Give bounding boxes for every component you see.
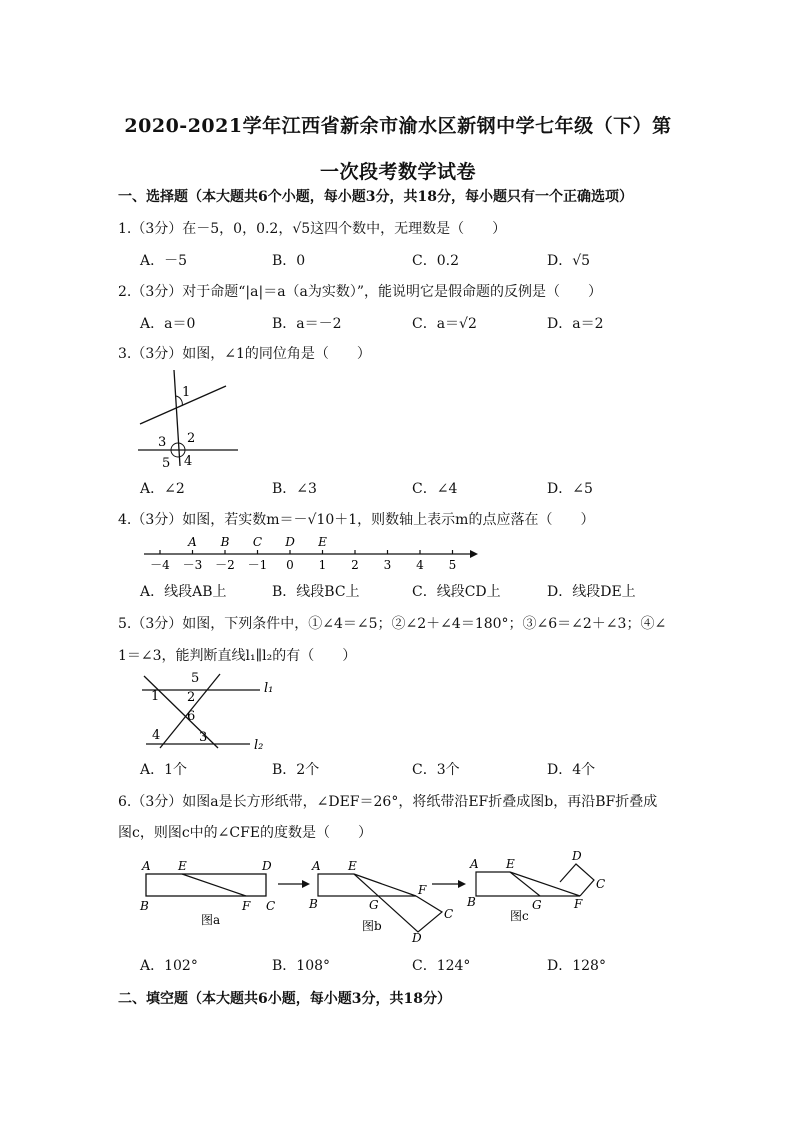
- question-3-figure: [132, 366, 244, 468]
- page-title: 2020-2021学年江西省新余市渝水区新钢中学七年级（下）第一次段考数学试卷: [124, 115, 672, 183]
- option-d[interactable]: D．√5: [547, 253, 591, 269]
- vertex-label: D: [412, 931, 422, 942]
- option-c[interactable]: C．124°: [412, 958, 471, 974]
- option-b[interactable]: B．108°: [272, 958, 331, 974]
- vertex-label: B: [309, 897, 318, 911]
- vertex-label: F: [242, 899, 251, 913]
- point-label: B: [220, 535, 230, 549]
- vertex-label: B: [467, 895, 476, 909]
- angle-label: 5: [191, 671, 200, 686]
- paper-strip-a: [146, 874, 266, 896]
- vertex-label: E: [506, 857, 515, 871]
- angle-label: 4: [152, 728, 161, 743]
- question-5-figure: [136, 668, 282, 754]
- question-2-stem: 2.（3分）对于命题“|a|＝a（a为实数）”，能说明它是假命题的反例是（ ）: [118, 284, 603, 300]
- question-3-options: [140, 478, 680, 498]
- tick-label: －3: [182, 558, 203, 572]
- section-heading-choice: 一、选择题（本大题共6个小题，每小题3分，共18分，每小题只有一个正确选项）: [118, 189, 633, 205]
- angle-label: 5: [162, 456, 171, 468]
- option-b[interactable]: B．线段BC上: [272, 584, 360, 600]
- arrow-icon: [470, 550, 478, 558]
- question-4-number-line: [140, 534, 482, 572]
- fold-line-ef: [182, 874, 246, 896]
- question-4-stem: 4.（3分）如图，若实数m＝－√10＋1，则数轴上表示m的点应落在（ ）: [118, 512, 595, 528]
- figure-caption: 图a: [201, 913, 221, 927]
- question-3-stem: 3.（3分）如图，∠1的同位角是（ ）: [118, 346, 371, 362]
- figure-caption: 图c: [510, 909, 529, 923]
- question-6-options: [140, 955, 680, 975]
- option-d[interactable]: D．∠5: [547, 481, 593, 497]
- angle-label: 1: [151, 689, 160, 704]
- question-1-stem: 1.（3分）在－5，0，0.2，√5这四个数中，无理数是（ ）: [118, 221, 507, 237]
- option-a[interactable]: A．线段AB上: [140, 584, 227, 600]
- option-a[interactable]: A．－5: [140, 253, 188, 269]
- option-a[interactable]: A．a＝0: [140, 316, 196, 332]
- option-c[interactable]: C．a＝√2: [412, 316, 477, 332]
- vertex-label: G: [532, 898, 542, 912]
- option-b[interactable]: B．0: [272, 253, 306, 269]
- vertex-label: C: [266, 899, 276, 913]
- vertex-label: G: [369, 898, 379, 912]
- angle-label: 3: [199, 730, 208, 745]
- section-heading-fill: 二、填空题（本大题共6小题，每小题3分，共18分）: [118, 991, 451, 1007]
- option-c[interactable]: C．∠4: [412, 481, 458, 497]
- transversal-line: [174, 370, 180, 466]
- figure-caption: 图b: [362, 919, 382, 933]
- arrow-icon: [302, 880, 310, 888]
- arrow-icon: [458, 880, 466, 888]
- question-5-options: [140, 759, 680, 779]
- point-label: C: [252, 535, 263, 549]
- fold-line: [510, 872, 540, 896]
- tick-label: 5: [448, 558, 457, 572]
- option-b[interactable]: B．∠3: [272, 481, 317, 497]
- vertex-label: D: [572, 849, 582, 863]
- vertex-label: D: [262, 859, 272, 873]
- option-a[interactable]: A．1个: [140, 762, 188, 778]
- question-5-stem-line1: 5.（3分）如图，下列条件中，①∠4＝∠5；②∠2＋∠4＝180°；③∠6＝∠2＋∠3；④∠: [118, 616, 667, 632]
- option-b[interactable]: B．2个: [272, 762, 320, 778]
- angle-label: 2: [187, 690, 196, 705]
- point-label: D: [285, 535, 295, 549]
- vertex-label: E: [348, 859, 357, 873]
- vertex-label: E: [178, 859, 187, 873]
- question-4-options: [140, 581, 680, 601]
- question-2-options: [140, 313, 680, 333]
- option-a[interactable]: A．102°: [140, 958, 198, 974]
- tick-label: 3: [383, 558, 392, 572]
- option-c[interactable]: C．3个: [412, 762, 460, 778]
- option-d[interactable]: D．4个: [547, 762, 596, 778]
- vertex-label: B: [140, 899, 149, 913]
- tick-label: 1: [318, 558, 327, 572]
- line-label: l₂: [254, 738, 264, 753]
- question-6-stem-line1: 6.（3分）如图a是长方形纸带，∠DEF＝26°，将纸带沿EF折叠成图b，再沿BF折叠成: [118, 794, 658, 810]
- vertex-label: C: [444, 907, 454, 921]
- vertex-label: A: [312, 859, 321, 873]
- line-label: l₁: [264, 681, 274, 696]
- question-5-stem-line2: 1＝∠3，能判断直线l₁∥l₂的有（ ）: [118, 648, 357, 664]
- angle-label: 2: [187, 431, 196, 446]
- paper-strip-c: [476, 872, 580, 896]
- option-d[interactable]: D．128°: [547, 958, 606, 974]
- point-label: A: [188, 535, 197, 549]
- vertex-label: F: [574, 897, 583, 911]
- option-c[interactable]: C．线段CD上: [412, 584, 501, 600]
- tick-label: －4: [150, 558, 170, 572]
- tick-label: 2: [351, 558, 359, 572]
- vertex-label: A: [142, 859, 151, 873]
- option-d[interactable]: D．a＝2: [547, 316, 604, 332]
- vertex-label: F: [418, 883, 427, 897]
- angle-label: 3: [158, 435, 167, 450]
- angle-label: 6: [187, 709, 196, 724]
- fold-line-bf: [510, 872, 580, 896]
- option-d[interactable]: D．线段DE上: [547, 584, 636, 600]
- tick-label: －2: [215, 558, 235, 572]
- angle-label: 1: [182, 385, 191, 400]
- tick-label: 0: [286, 558, 294, 572]
- angle-label: 4: [184, 454, 193, 468]
- option-a[interactable]: A．∠2: [140, 481, 185, 497]
- option-b[interactable]: B．a＝－2: [272, 316, 342, 332]
- vertex-label: C: [596, 877, 606, 891]
- vertex-label: A: [470, 857, 479, 871]
- question-1-options: [140, 250, 680, 270]
- fold-line-ef: [354, 874, 416, 896]
- question-6-stem-line2: 图c，则图c中的∠CFE的度数是（ ）: [118, 825, 373, 841]
- point-label: E: [318, 535, 327, 549]
- tick-label: －1: [247, 558, 268, 572]
- option-c[interactable]: C．0.2: [412, 253, 459, 269]
- question-6-figure: [136, 846, 616, 942]
- tick-label: 4: [416, 558, 424, 572]
